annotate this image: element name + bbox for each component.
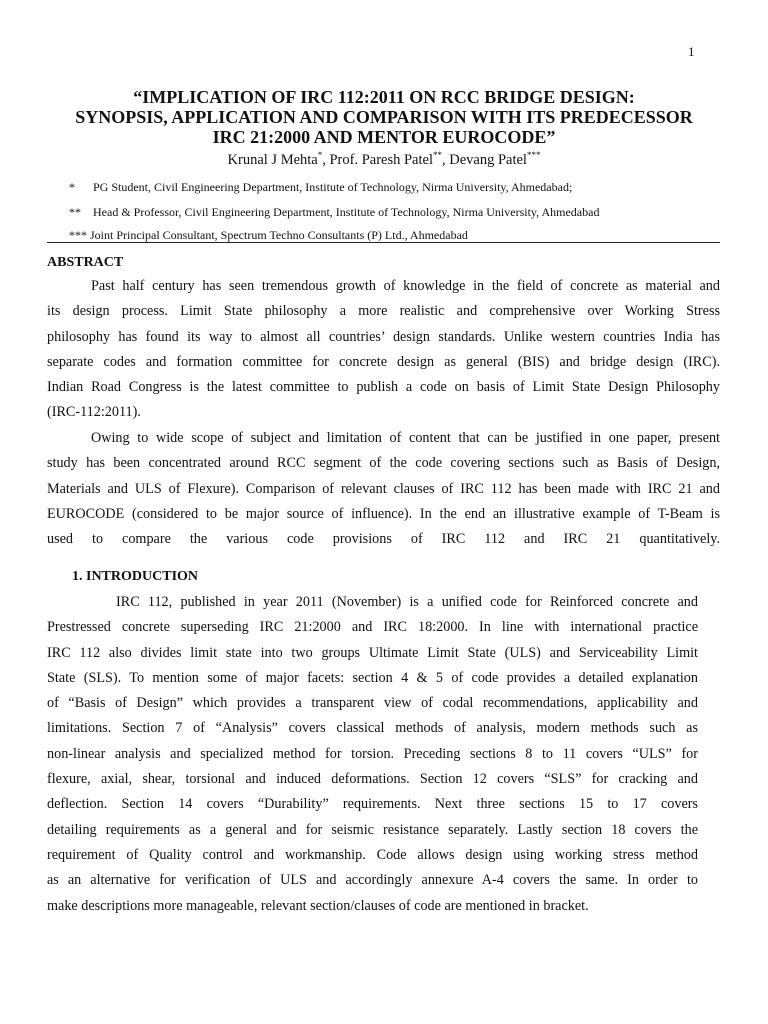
text-line: IRC 112, published in year 2011 (November) is a unified code for Reinforced concrete and	[116, 594, 698, 610]
abstract-paragraph-2	[47, 426, 720, 552]
text-line: non-linear analysis and specialized method for torsion. Preceding sections 8 to 11 covers “ULS” for	[47, 745, 698, 762]
affiliation-text: Joint Principal Consultant, Spectrum Techno Consultants (P) Ltd., Ahmedabad	[90, 228, 468, 242]
affiliation-1	[69, 180, 572, 195]
title-line-3: IRC 21:2000 AND MENTOR EUROCODE”	[212, 127, 556, 147]
affiliation-text: PG Student, Civil Engineering Department, Institute of Technology, Nirma University, Ahmedabad;	[93, 180, 573, 194]
author-name: Krunal J Mehta	[227, 152, 318, 168]
text-line: (IRC-112:2011).	[47, 404, 141, 421]
text-line: make descriptions more manageable, relevant section/clauses of code are mentioned in bracket.	[47, 897, 589, 914]
text-line: as an alternative for verification of ULS and accordingly annexure A-4 covers the same. In order to	[47, 872, 698, 889]
text-line: of “Basis of Design” which provides a transparent view of codal recommendations, applicability and	[47, 695, 698, 712]
text-line: flexure, axial, shear, torsional and induced deformations. Section 12 covers “SLS” for cracking and	[47, 771, 698, 788]
page-number: 1	[688, 44, 695, 59]
text-line: IRC 112 also divides limit state into two groups Ultimate Limit State (ULS) and Serviceability Limit	[47, 644, 698, 661]
text-line: EUROCODE (considered to be major source of influence). In the end an illustrative example of T-Beam is	[47, 505, 720, 522]
introduction-heading: 1. INTRODUCTION	[72, 569, 199, 584]
affiliation-2	[69, 205, 599, 220]
text-line: Prestressed concrete superseding IRC 21:2000 and IRC 18:2000. In line with international practice	[47, 619, 698, 636]
affiliation-mark: *	[69, 180, 75, 194]
author-name: Devang Patel	[449, 152, 527, 168]
text-line: deflection. Section 14 covers “Durability” requirements. Next three sections 15 to 17 covers	[47, 796, 698, 813]
title-line-1: “IMPLICATION OF IRC 112:2011 ON RCC BRIDGE DESIGN:	[133, 87, 635, 107]
affiliation-mark: ***	[69, 228, 87, 242]
text-line: requirement of Quality control and workmanship. Code allows design using working stress method	[47, 846, 698, 863]
text-line: philosophy has found its way to almost all countries’ design standards. Unlike western countries India has	[47, 328, 720, 345]
author-name: Prof. Paresh Patel	[329, 152, 433, 168]
author-separator: ,	[322, 152, 330, 168]
affiliation-3	[69, 228, 468, 243]
text-line: limitations. Section 7 of “Analysis” covers classical methods of analysis, modern methods such as	[47, 720, 698, 737]
author-mark: **	[432, 150, 442, 161]
affiliation-mark: **	[69, 205, 81, 219]
abstract-heading: ABSTRACT	[47, 255, 124, 270]
author-list	[0, 151, 768, 169]
author-mark: *	[317, 150, 323, 161]
introduction-paragraph-1	[47, 590, 698, 919]
text-line: its design process. Limit State philosophy a more realistic and comprehensive over Working Stress	[47, 303, 720, 320]
header-divider	[47, 242, 720, 243]
text-line: detailing requirements as a general and for seismic resistance separately. Lastly section 18 covers the	[47, 821, 698, 838]
text-line: Owing to wide scope of subject and limitation of content that can be justified in one paper, present	[91, 430, 720, 446]
text-line: Indian Road Congress is the latest committee to publish a code on basis of Limit State Design Philosophy	[47, 379, 720, 396]
affiliation-text: Head & Professor, Civil Engineering Department, Institute of Technology, Nirma University, Ahmedabad	[93, 205, 600, 219]
text-line: study has been concentrated around RCC segment of the code covering sections such as Basis of Design,	[47, 455, 720, 472]
text-line: Past half century has seen tremendous growth of knowledge in the field of concrete as material and	[91, 278, 720, 294]
text-line: State (SLS). To mention some of major facets: section 4 & 5 of code provides a detailed explanation	[47, 669, 698, 686]
text-line: separate codes and formation committee for concrete design as general (BIS) and bridge design (IRC).	[47, 353, 720, 370]
author-mark: ***	[526, 150, 541, 161]
title-line-2: SYNOPSIS, APPLICATION AND COMPARISON WITH ITS PREDECESSOR	[75, 107, 693, 127]
abstract-paragraph-1	[47, 274, 720, 426]
text-line: used to compare the various code provisions of IRC 112 and IRC 21 quantitatively.	[47, 531, 720, 548]
text-line: Materials and ULS of Flexure). Comparison of relevant clauses of IRC 112 has been made with IRC 21 and	[47, 480, 720, 497]
paper-title	[0, 87, 768, 147]
author-separator: ,	[441, 152, 450, 168]
